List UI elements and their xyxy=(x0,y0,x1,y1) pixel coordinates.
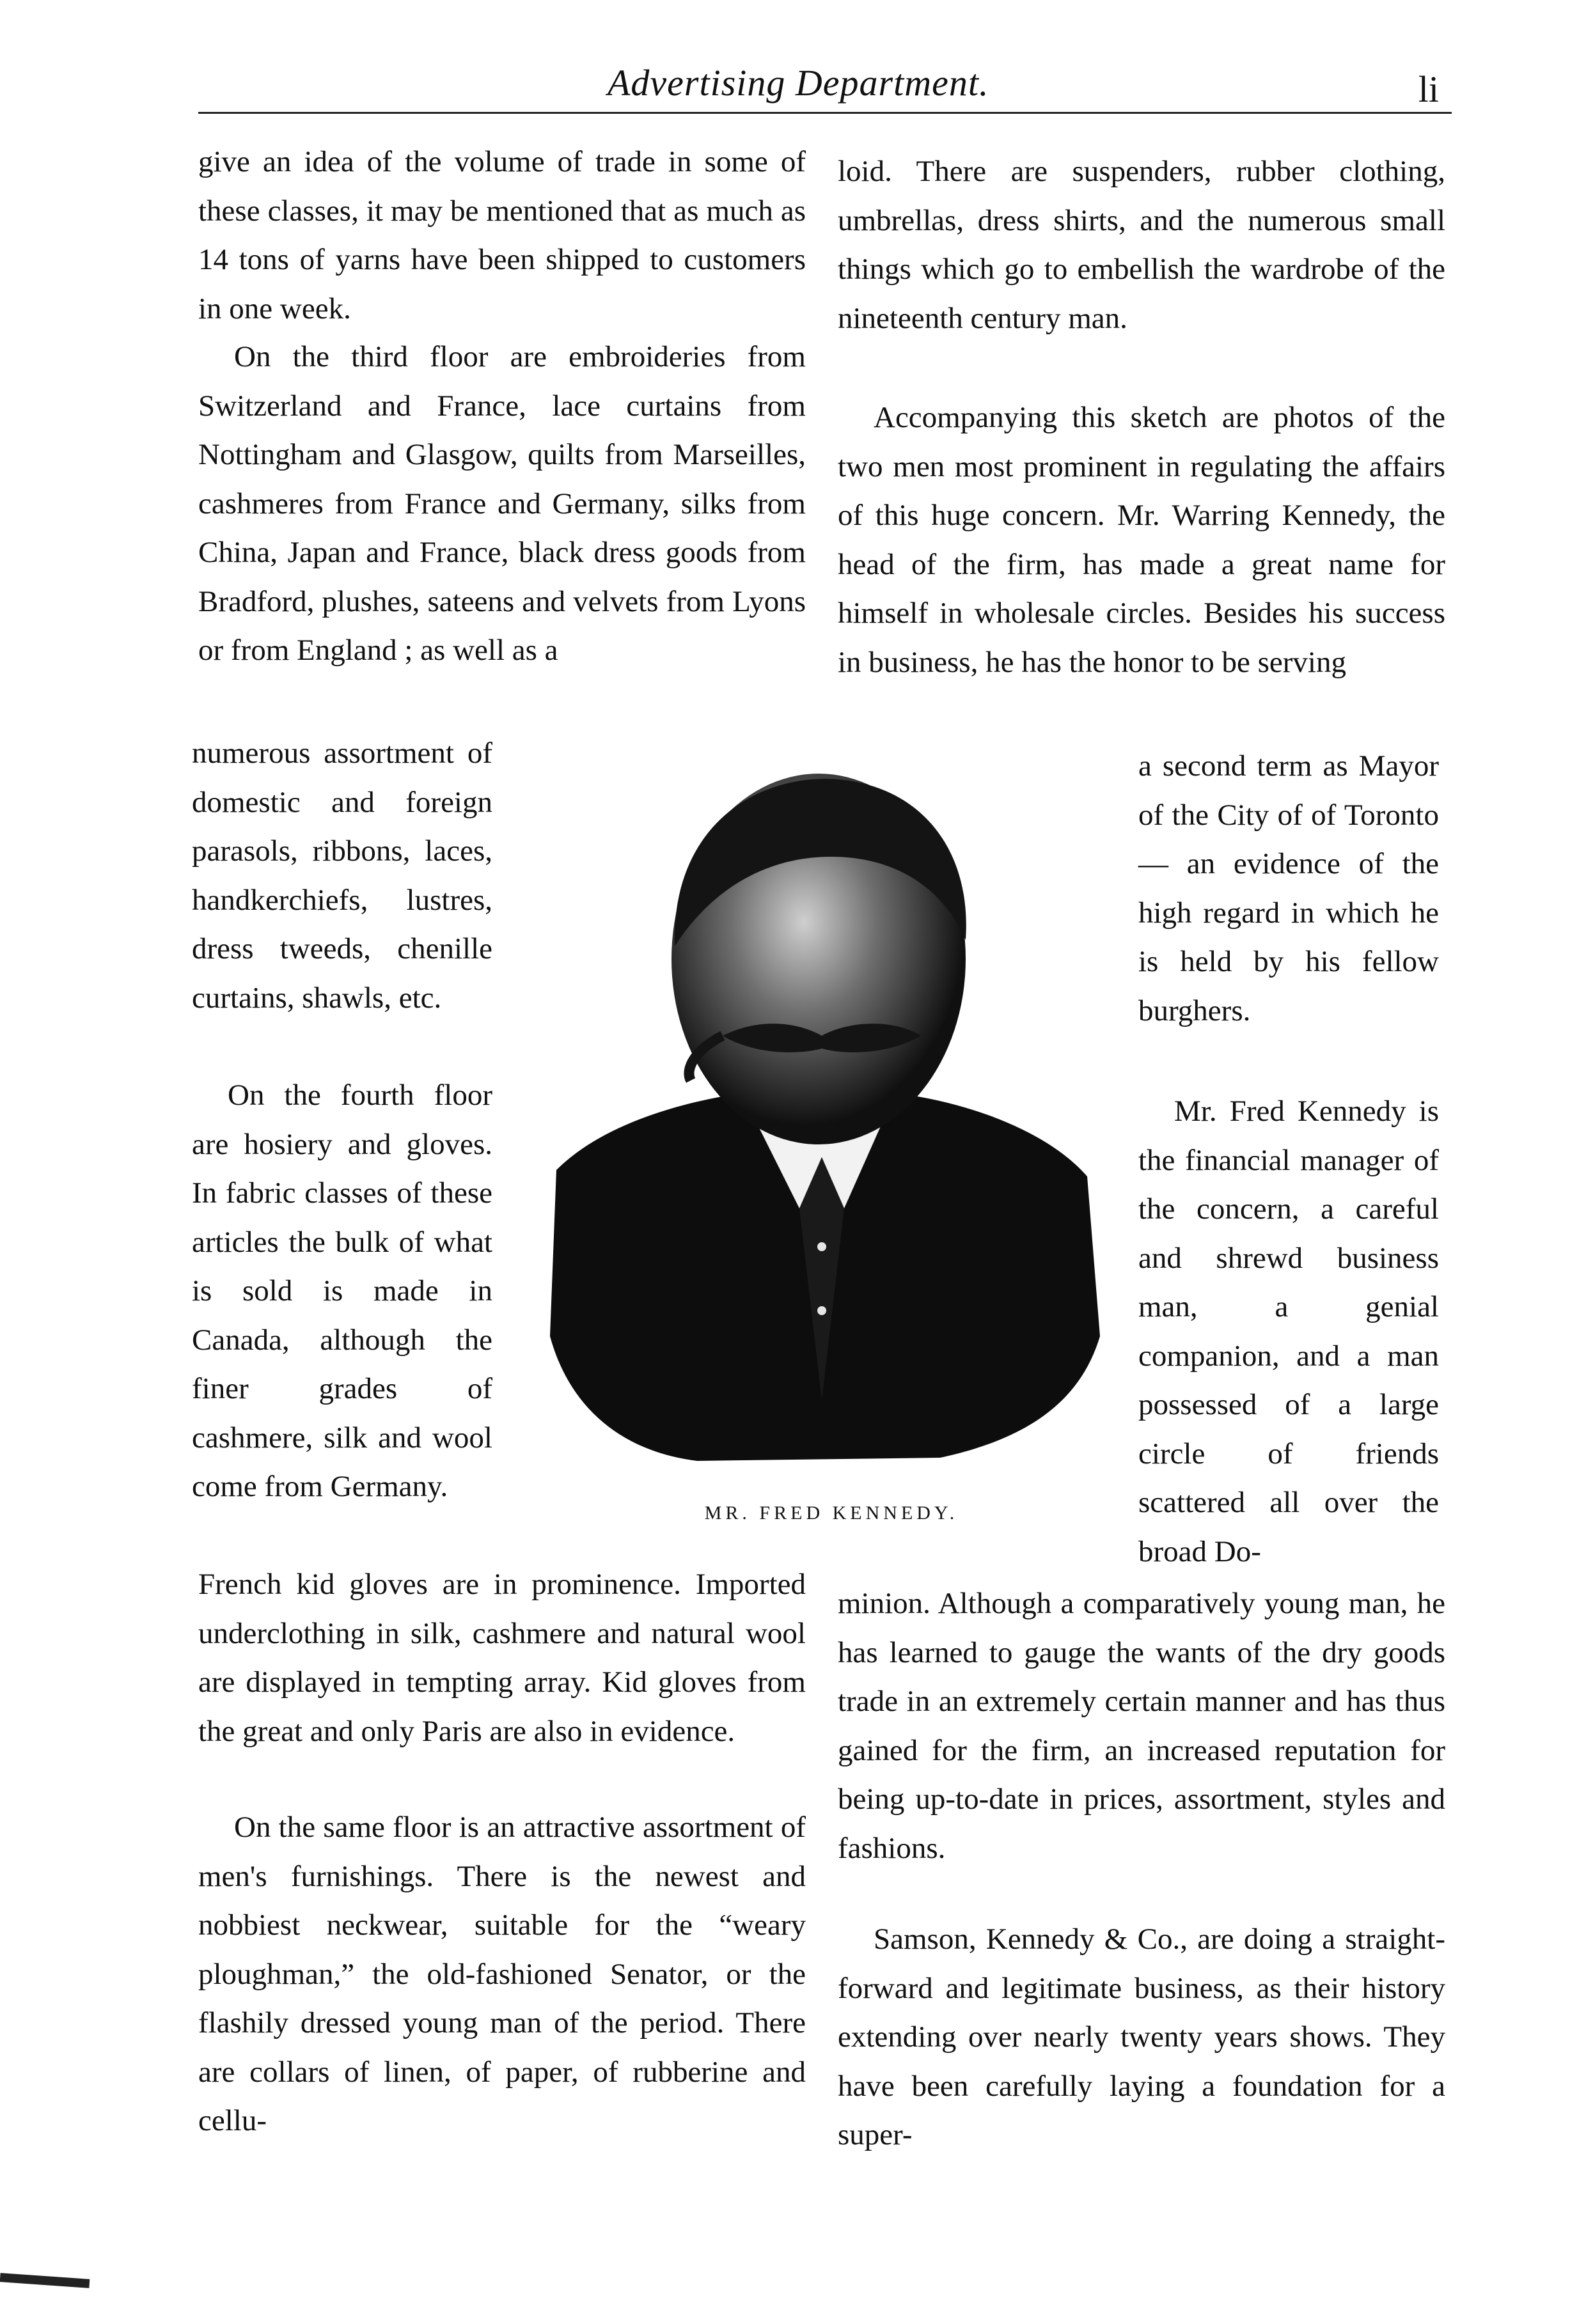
left-paragraph-5: French kid gloves are in prominence. Imported underclothing in silk, cashmere and natural wool are displayed in tempting array. Kid gloves from the great and only Paris are also in evidence. xyxy=(198,1568,806,1748)
left-paragraph-1: give an idea of the volume of trade in some of these classes, it may be mentioned that as much as 14 tons of yarns have been shipped to customers in one week. xyxy=(198,145,806,325)
right-paragraph-5: minion. Although a comparatively young man, he has learned to gauge the wants of the dry goods trade in an extremely certain manner and has thus gained for the firm, an increased reputation for being up-to-date in prices, assortment, styles and fashions. xyxy=(838,1587,1445,1865)
left-paragraph-3: numerous assortment of domestic and foreign parasols, ribbons, laces, handkerchiefs, lustres, dress tweeds, chenille curtains, shawls, etc. xyxy=(192,737,492,1015)
left-paragraph-6: On the same floor is an attractive assortment of men's furnishings. There is the newest and nobbiest neckwear, suitable for the “weary ploughman,” the old-fashioned Senator, or the flashily dressed young man of the period. There are collars of linen, of paper, of rubberine and cellu- xyxy=(198,1811,806,2137)
header-rule xyxy=(198,112,1452,114)
header-title: Advertising Department. xyxy=(608,62,989,104)
right-paragraph-4: Mr. Fred Kennedy is the financial manager of the concern, a careful and shrewd business man, a genial companion, and a man possessed of a large circle of friends scattered all over the broad Do- xyxy=(1138,1095,1439,1568)
scan-edge-mark xyxy=(0,2273,90,2288)
running-header xyxy=(198,61,1464,113)
page-number: li xyxy=(1418,68,1439,110)
left-paragraph-2: On the third floor are embroideries from Switzerland and France, lace curtains from Nottingham and Glasgow, quilts from Marseilles, cashmeres from France and Germany, silks from China, Japan and France, black dress goods from Bradford, plushes, sateens and velvets from Lyons or from England ; as well as a xyxy=(198,340,806,667)
right-paragraph-3: a second term as Mayor of the City of of Toronto — an evidence of the high regard in which he is held by his fellow burghers. xyxy=(1138,749,1439,1027)
right-paragraph-1: loid. There are suspenders, rubber clothing, umbrellas, dress shirts, and the numerous small things which go to embellish the wardrobe of the nineteenth century man. xyxy=(838,155,1445,335)
right-paragraph-2: Accompanying this sketch are photos of the two men most prominent in regulating the affairs of this huge concern. Mr. Warring Kennedy, the head of the firm, has made a great name for himself in wholesale circles. Besides his success in business, he has the honor to be serving xyxy=(838,401,1445,679)
portrait-photo-icon xyxy=(531,761,1106,1477)
portrait-caption: MR. FRED KENNEDY. xyxy=(704,1502,959,1524)
right-paragraph-6: Samson, Kennedy & Co., are doing a straight-forward and legitimate business, as their history extending over nearly twenty years shows. They have been carefully laying a foundation for a super- xyxy=(838,1922,1445,2151)
left-paragraph-4: On the fourth floor are hosiery and gloves. In fabric classes of these articles the bulk of what is sold is made in Canada, although the finer grades of cashmere, silk and wool come from Germany. xyxy=(192,1079,492,1503)
